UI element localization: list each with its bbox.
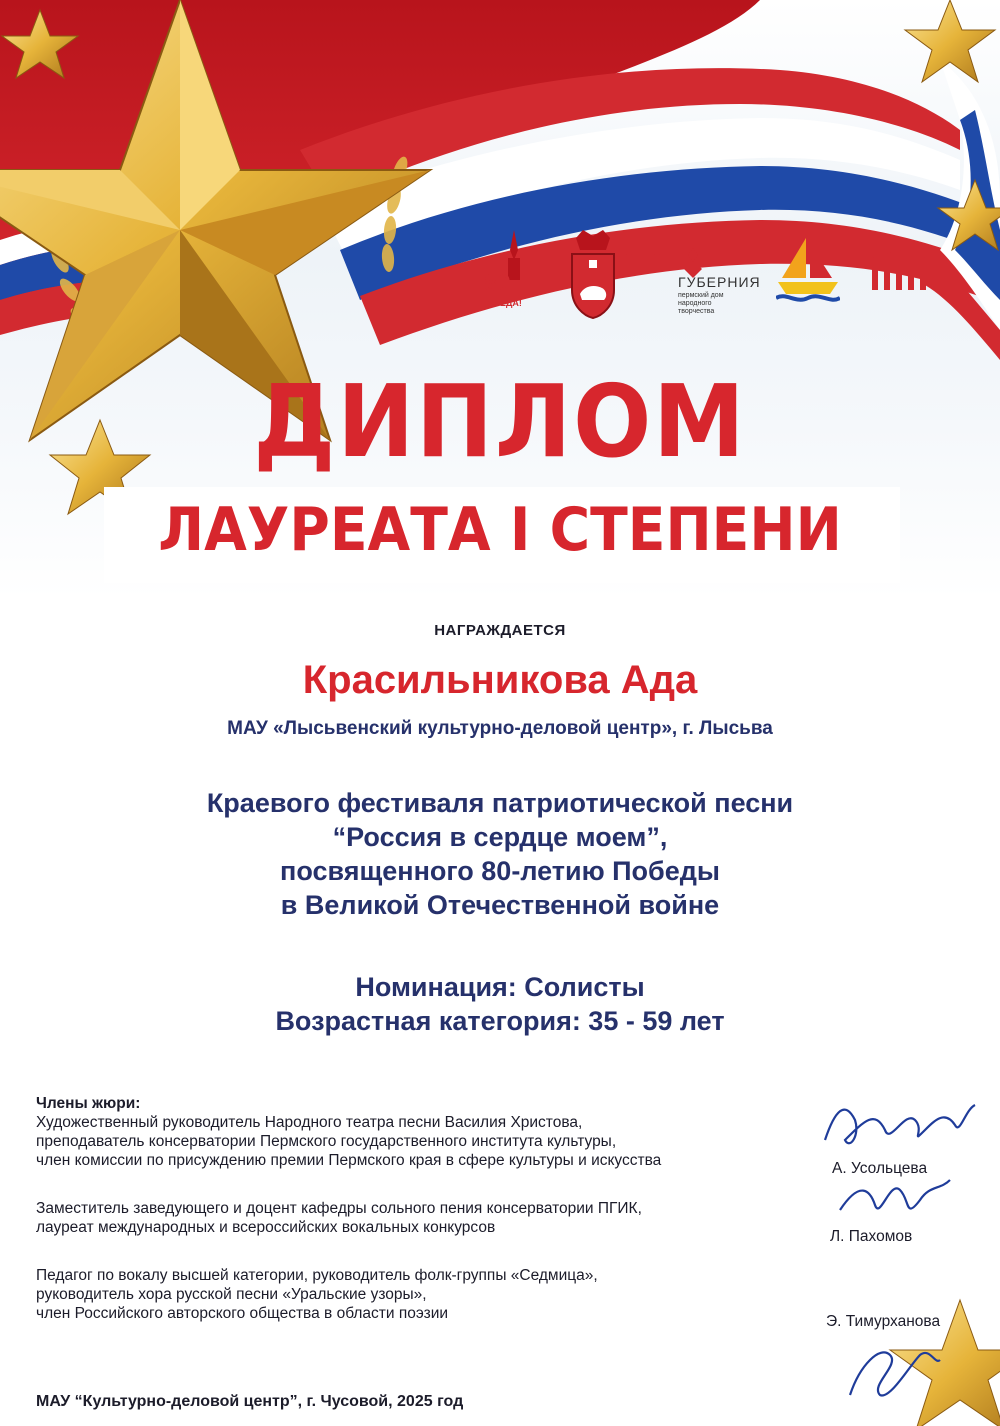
signature-1 xyxy=(815,1090,985,1160)
diploma-title: ДИПЛОМ xyxy=(253,363,747,480)
jury-member-2-line-2: лауреат международных и всероссийских вокальных конкурсов xyxy=(36,1219,496,1236)
guberniya-name: ГУБЕРНИЯ xyxy=(678,274,761,290)
jury-member-2-line-1: Заместитель заведующего и доцент кафедры сольного пения консерватории ПГИК, xyxy=(36,1200,642,1217)
festival-line-3: посвященного 80-летию Победы xyxy=(280,856,720,886)
awarded-label: НАГРАЖДАЕТСЯ xyxy=(434,622,566,639)
jury-member-1 xyxy=(36,1113,796,1170)
guberniya-sub-1: пермский дом xyxy=(678,292,724,299)
jury-member-2 xyxy=(36,1199,796,1237)
jury-member-3 xyxy=(36,1266,796,1323)
jury-member-3-line-3: член Российского авторского общества в области поэзии xyxy=(36,1305,449,1322)
jury-member-3-name: Э. Тимурханова xyxy=(826,1313,941,1330)
perm-coat-of-arms-icon xyxy=(568,228,618,320)
guberniya-sub-2: народного xyxy=(678,300,712,307)
victory-sub-label: ПОБЕДА! xyxy=(480,298,522,308)
jury-member-3-line-1: Педагог по вокалу высшей категории, руководитель фолк-группы «Седмица», xyxy=(36,1267,598,1284)
jury-member-1-line-2: преподаватель консерватории Пермского государственного института культуры, xyxy=(36,1133,617,1150)
recipient-name: Красильникова Ада xyxy=(302,658,698,702)
jury-member-1-line-3: член комиссии по присуждению премии Пермского края в сфере культуры и искусства xyxy=(36,1152,662,1169)
nomination-block xyxy=(0,970,1000,1038)
jury-title: Члены жюри: xyxy=(36,1095,141,1112)
diamond-ornament-icon xyxy=(668,230,718,280)
recipient-organization: МАУ «Лысьвенский культурно-деловой центр», г. Лысьва xyxy=(227,718,773,739)
victory-80-label: 80 xyxy=(484,270,511,297)
festival-line-2: “Россия в сердце моем”, xyxy=(332,822,668,852)
festival-line-4: в Великой Отечественной войне xyxy=(280,890,720,920)
jury-member-1-line-1: Художественный руководитель Народного театра песни Василия Христова, xyxy=(36,1114,583,1131)
nomination-line: Номинация: Солисты xyxy=(355,972,645,1002)
festival-description xyxy=(0,786,1000,922)
logos-row xyxy=(480,220,940,330)
diploma-subtitle: ЛАУРЕАТА I СТЕПЕНИ xyxy=(158,495,842,565)
jury-section xyxy=(36,1094,796,1337)
jury-member-1-name: А. Усольцева xyxy=(832,1160,928,1177)
guberniya-sub-3: творчества xyxy=(678,308,715,315)
boat-logo xyxy=(776,234,840,304)
signature-2 xyxy=(830,1170,960,1230)
footer-issuer: МАУ “Культурно-деловой центр”, г. Чусовой, 2025 год xyxy=(36,1393,464,1410)
age-category-line: Возрастная категория: 35 - 59 лет xyxy=(275,1006,725,1036)
festival-line-1: Краевого фестиваля патриотической песни xyxy=(206,788,794,818)
theater-building-logo xyxy=(868,248,930,292)
sun-ornament-icon xyxy=(625,238,661,274)
jury-member-3-line-2: руководитель хора русской песни «Уральские узоры», xyxy=(36,1286,427,1303)
jury-member-2-name: Л. Пахомов xyxy=(830,1228,913,1245)
signature-3 xyxy=(830,1335,950,1405)
